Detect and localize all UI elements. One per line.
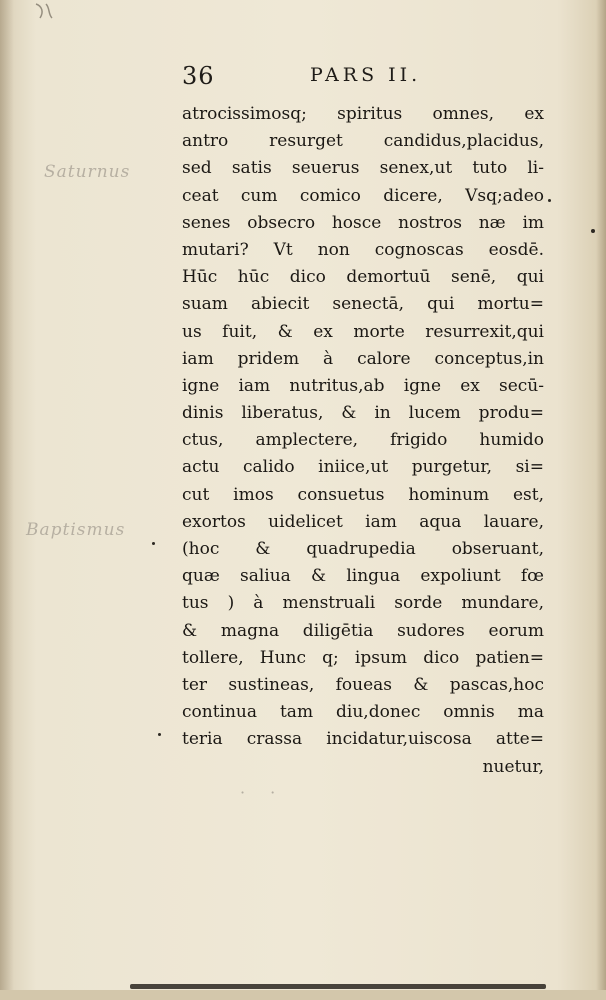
ink-speck — [548, 199, 551, 202]
text-line: suam abiecit senectā, qui mortu= — [182, 294, 544, 315]
text-line: exortos uidelicet iam aqua lauare, — [182, 511, 544, 532]
text-line: teria crassa incidatur,uiscosa atte= — [182, 729, 544, 750]
text-line: us fuit, & ex morte resurrexit,qui — [182, 321, 544, 342]
text-line: ter sustineas, foueas & pascas,hoc — [182, 674, 544, 695]
text-line: tollere, Hunc q; ipsum dico patien= — [182, 647, 544, 668]
text-line: actu calido iniice,ut purgetur, si= — [182, 457, 544, 478]
text-line: antro resurget candidus,placidus, — [182, 131, 544, 152]
text-line: (hoc & quadrupedia obseruant, — [182, 539, 544, 559]
text-line: igne iam nutritus,ab igne ex secū- — [182, 375, 544, 396]
faint-ink-mark: · · — [240, 783, 286, 802]
text-line: quæ saliua & lingua expoliunt fœ — [182, 566, 544, 587]
text-line: cut imos consuetus hominum est, — [182, 484, 544, 505]
page-number: 36 — [182, 62, 215, 90]
page-header — [182, 62, 542, 96]
margin-note-baptismus: Baptismus — [26, 520, 126, 540]
gutter-shadow — [0, 0, 14, 1000]
corner-ink-mark — [30, 2, 60, 22]
text-line: iam pridem à calore conceptus,in — [182, 348, 544, 369]
text-line: sed satis seuerus senex,ut tuto li- — [182, 158, 544, 179]
text-line: Hūc hūc dico demortuū senē, qui — [182, 267, 544, 288]
margin-note-saturnus: Saturnus — [44, 162, 131, 182]
binding-edge-line — [130, 984, 546, 989]
text-line: & magna diligētia sudores eorum — [182, 620, 544, 641]
text-line: dinis liberatus, & in lucem produ= — [182, 403, 544, 424]
text-line: atrocissimosq; spiritus omnes, ex — [182, 104, 544, 124]
page-bottom-edge — [0, 990, 606, 1000]
text-line: ceat cum comico dicere, Vsq;adeo — [182, 185, 544, 206]
text-line: tus ) à menstruali sorde mundare, — [182, 593, 544, 614]
ink-speck — [591, 229, 595, 233]
catchword-line: nuetur, — [482, 756, 544, 777]
text-line: senes obsecro hosce nostros næ im — [182, 212, 544, 233]
text-line: continua tam diu,donec omnis ma — [182, 702, 544, 723]
body-text — [182, 101, 544, 781]
running-head: PARS II. — [310, 64, 422, 86]
ink-speck — [158, 733, 161, 736]
ink-speck — [152, 542, 155, 545]
text-line: mutari? Vt non cognoscas eosdē. — [182, 239, 544, 260]
text-line: ctus, amplectere, frigido humido — [182, 430, 544, 451]
page-edge — [596, 0, 606, 1000]
